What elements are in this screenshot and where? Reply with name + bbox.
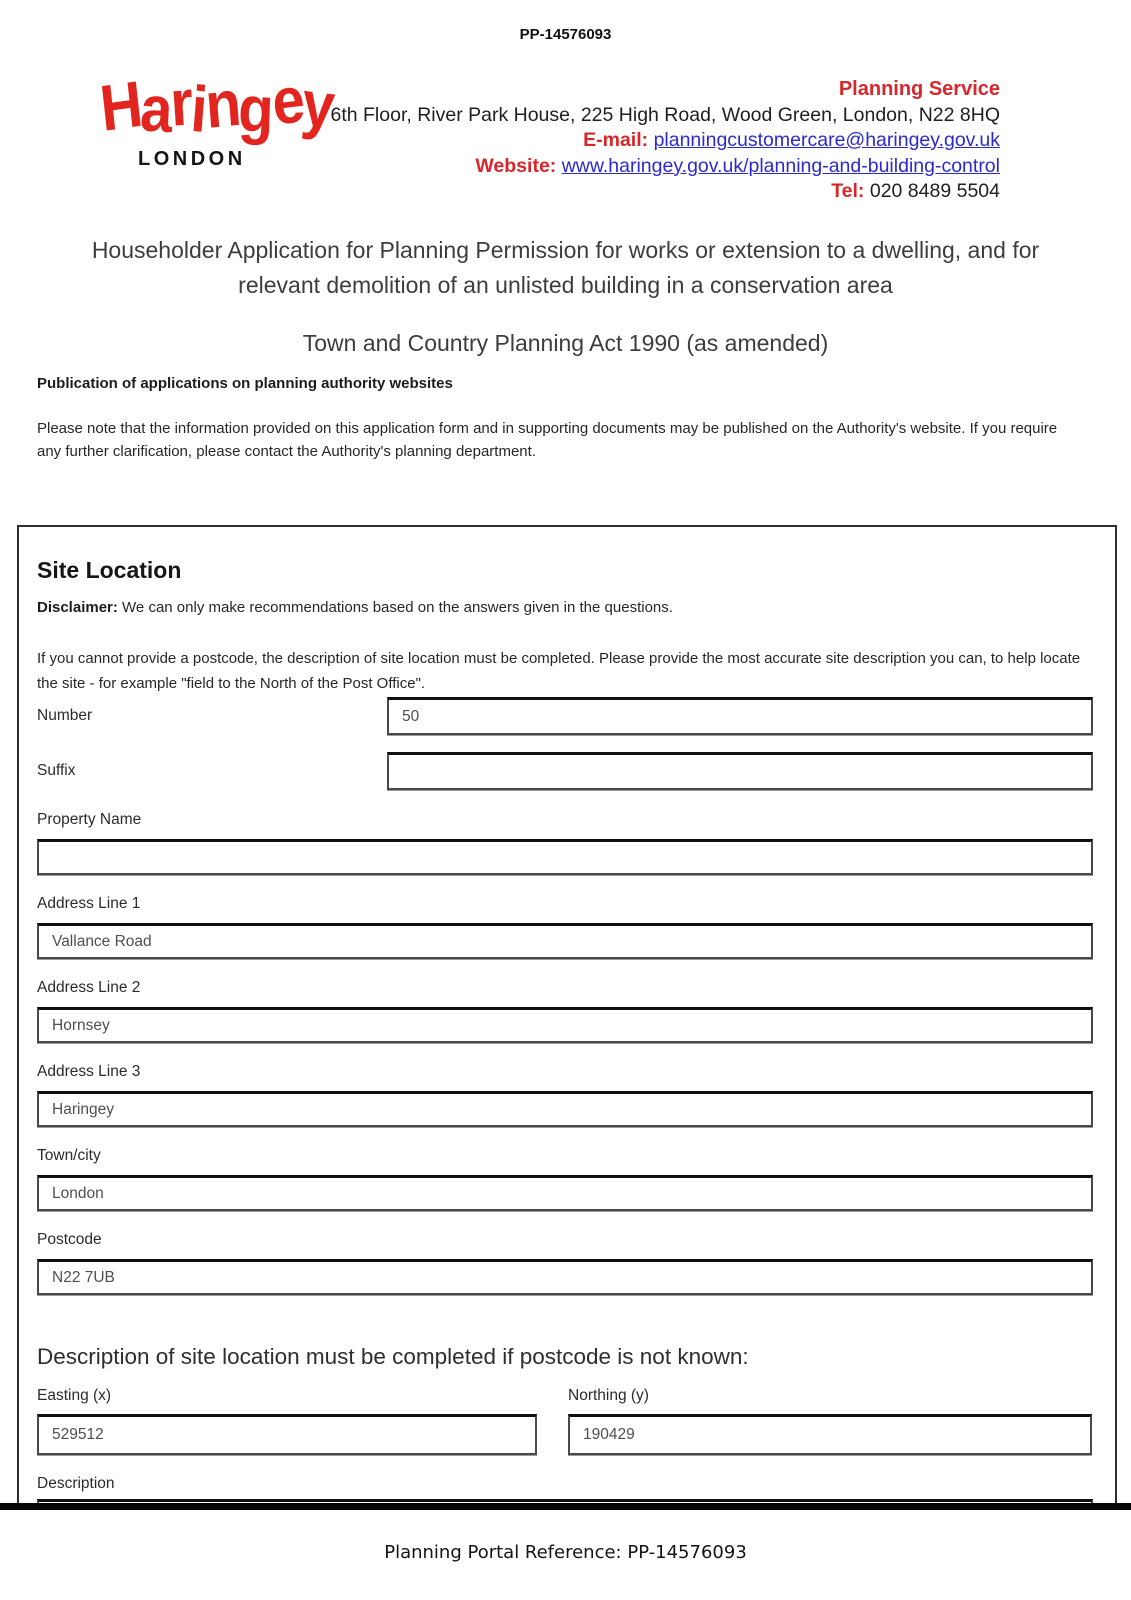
haringey-logo-wordmark: Haringey — [96, 63, 336, 147]
suffix-label: Suffix — [37, 762, 76, 779]
northing-input[interactable] — [568, 1414, 1092, 1455]
town-city-label: Town/city — [37, 1147, 101, 1164]
town-city-row — [37, 1147, 1093, 1211]
easting-field — [37, 1387, 537, 1455]
number-input[interactable] — [387, 697, 1093, 735]
postcode-guidance-text: If you cannot provide a postcode, the description of site location must be completed. Please provide the most accurate site description you can, to help locate the site - for example "field to the North of the Post Office". — [37, 650, 1081, 692]
act-subtitle: Town and Country Planning Act 1990 (as amended) — [302, 330, 829, 356]
tel-number: 020 8489 5504 — [869, 180, 1000, 202]
portal-reference-footer: Planning Portal Reference: PP-14576093 — [384, 1542, 747, 1563]
address-line-1-input[interactable] — [37, 923, 1093, 959]
number-label: Number — [37, 707, 93, 724]
description-label: Description — [37, 1475, 115, 1492]
description-row — [37, 1475, 1093, 1503]
publication-body: Please note that the information provided on this application form and in supporting documents may be published on the Authority's website. If you require any further clarification, please contact the Authority's planning department. — [37, 420, 1058, 460]
easting-label: Easting (x) — [37, 1387, 112, 1404]
site-location-heading: Site Location — [37, 557, 182, 583]
easting-input[interactable] — [37, 1414, 537, 1455]
town-city-input[interactable] — [37, 1175, 1093, 1211]
address-line-3-row — [37, 1063, 1093, 1127]
email-line — [330, 128, 1000, 154]
email-label: E-mail: — [583, 129, 649, 151]
tel-line — [330, 179, 1000, 205]
postcode-label: Postcode — [37, 1231, 102, 1248]
publication-heading: Publication of applications on planning authority websites — [37, 375, 453, 392]
address-line-3-input[interactable] — [37, 1091, 1093, 1127]
address-line-2-label: Address Line 2 — [37, 979, 141, 996]
website-line — [330, 154, 1000, 180]
address-line-3-label: Address Line 3 — [37, 1063, 141, 1080]
postcode-input[interactable] — [37, 1259, 1093, 1295]
disclaimer-line — [37, 597, 1093, 619]
postcode-row — [37, 1231, 1093, 1295]
office-address: 6th Floor, River Park House, 225 High Road, Wood Green, London, N22 8HQ — [330, 103, 1000, 126]
property-name-label: Property Name — [37, 811, 142, 828]
planning-service-label: Planning Service — [838, 78, 1000, 100]
tel-label: Tel: — [831, 180, 865, 202]
haringey-logo — [96, 63, 340, 171]
address-line-2-input[interactable] — [37, 1007, 1093, 1043]
website-label: Website: — [475, 154, 557, 177]
form-title: Householder Application for Planning Permission for works or extension to a dwelling, and for relevant demolition of an unlisted building in a conservation area — [91, 237, 1040, 298]
suffix-input[interactable] — [387, 752, 1093, 790]
number-row — [37, 697, 1093, 735]
northing-field — [568, 1387, 1092, 1455]
portal-reference-header: PP-14576093 — [519, 26, 612, 43]
property-name-row — [37, 811, 1093, 875]
contact-block — [330, 77, 1000, 205]
coordinates-row — [37, 1387, 1093, 1455]
northing-label: Northing (y) — [568, 1387, 649, 1404]
disclaimer-text: We can only make recommendations based on the answers given in the questions. — [122, 599, 673, 616]
property-name-input[interactable] — [37, 839, 1093, 875]
page-break-bar — [0, 1503, 1131, 1510]
suffix-row — [37, 752, 1093, 790]
address-line-2-row — [37, 979, 1093, 1043]
description-requirement-heading: Description of site location must be completed if postcode is not known: — [37, 1344, 749, 1369]
address-line-1-label: Address Line 1 — [37, 895, 141, 912]
email-link[interactable]: planningcustomercare@haringey.gov.uk — [653, 129, 1000, 151]
website-link[interactable]: www.haringey.gov.uk/planning-and-building-control — [561, 154, 1000, 177]
haringey-logo-london-text: LONDON — [138, 148, 246, 170]
site-location-section — [17, 525, 1117, 1503]
disclaimer-label: Disclaimer: — [37, 599, 118, 616]
address-line-1-row — [37, 895, 1093, 959]
